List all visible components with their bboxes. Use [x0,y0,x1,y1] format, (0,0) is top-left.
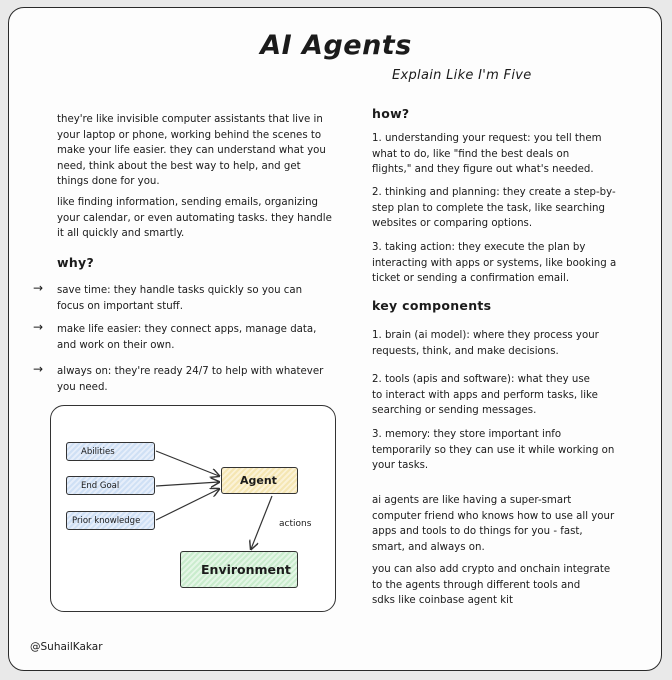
arrow-abilities-to-agent [156,451,219,476]
arrow-icon: → [33,362,44,376]
how-item: 3. taking action: they execute the plan by interacting with apps or systems, like booking a ticket or sending a confirmation email. [372,242,617,284]
intro-paragraph-1: they're like invisible computer assistants that live in your laptop or phone, working behind the scenes to make your life easier. they can understand what you need, think about the best way to help, and get things done for you. [57,114,326,187]
actions-label: actions [279,519,312,529]
arrow-icon: → [33,320,44,334]
arrow-agent-to-environment [251,496,272,549]
author-credit: @SuhailKakar [30,641,103,653]
why-item: save time: they handle tasks quickly so you can focus on important stuff. [57,285,303,312]
intro-paragraph-2: like finding information, sending emails, organizing your calendar, or even automating tasks. they handle it all quickly and smartly. [57,197,332,239]
component-item: 3. memory: they store important info temporarily so they can use it while working on your tasks. [372,429,615,471]
end-goal-box: End Goal [66,476,155,495]
why-heading: why? [57,255,95,270]
summary-paragraph: ai agents are like having a super-smart computer friend who knows how to use all your apps and tools to do things for you - fast, smart, and always on. [372,495,615,553]
how-heading: how? [372,106,410,121]
component-item: 2. tools (apis and software): what they use to interact with apps and perform tasks, like searching or sending messages. [372,374,598,416]
how-item: 1. understanding your request: you tell them what to do, like "find the best deals on flights," and they figure out what's needed. [372,133,602,175]
arrow-knowledge-to-agent [156,489,219,520]
components-heading: key components [372,298,492,313]
prior-knowledge-box: Prior knowledge [66,511,155,530]
agent-box: Agent [221,467,298,494]
why-item: make life easier: they connect apps, manage data, and work on their own. [57,324,317,351]
arrow-icon: → [33,281,44,295]
diagram-arrows [51,406,337,613]
arrow-endgoal-to-agent [156,482,219,486]
page-subtitle: Explain Like I'm Five [392,68,532,83]
how-item: 2. thinking and planning: they create a step-by- step plan to complete the task, like searching websites or comparing options. [372,187,616,229]
crypto-paragraph: you can also add crypto and onchain integrate to the agents through different tools and sdks like coinbase agent kit [372,564,611,606]
page-title: AI Agents [260,30,412,61]
environment-box: Environment [180,551,298,588]
why-item: always on: they're ready 24/7 to help with whatever you need. [57,366,324,393]
abilities-box: Abilities [66,442,155,461]
component-item: 1. brain (ai model): where they process your requests, think, and make decisions. [372,330,599,357]
agent-diagram [50,405,336,612]
